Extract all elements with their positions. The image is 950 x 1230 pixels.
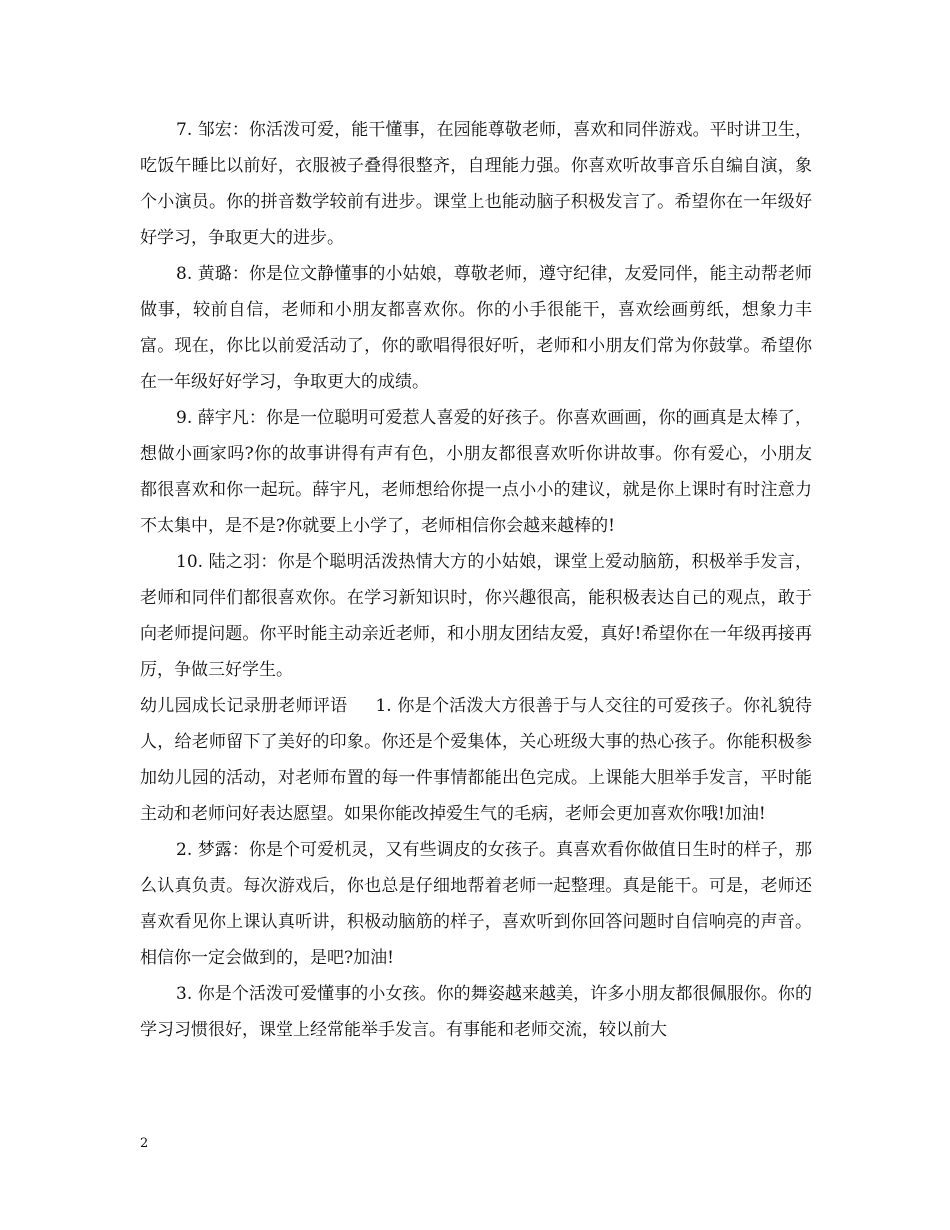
- section-comment-1: 1. 你是个活泼大方很善于与人交往的可爱孩子。你礼貌待人，给老师留下了美好的印象。你还是个爱集体，关心班级大事的热心孩子。你能积极参加幼儿园的活动，对老师布置的每一件事情都能出色完成。上课能大胆举手发言，平时能主动和老师问好表达愿望。如果你能改掉爱生气的毛病，老师会更加喜欢你哦!加油!: [140, 696, 813, 824]
- section-comment-3: 3. 你是个活泼可爱懂事的小女孩。你的舞姿越来越美，许多小朋友都很佩服你。你的学习习惯很好，课堂上经常能举手发言。有事能和老师交流，较以前大: [140, 984, 812, 1040]
- section-opening-paragraph: [140, 688, 812, 832]
- section-comment-2: 2. 梦露：你是个可爱机灵，又有些调皮的女孩子。真喜欢看你做值日生时的样子，那么认真负责。每次游戏后，你也总是仔细地帮着老师一起整理。真是能干。可是，老师还喜欢看见你上课认真听讲，积极动脑筋的样子，喜欢听到你回答问题时自信响亮的声音。相信你一定会做到的，是吧?加油!: [140, 840, 812, 968]
- page-body: [140, 112, 812, 1048]
- comment-paragraph-7: 7. 邹宏：你活泼可爱，能干懂事，在园能尊敬老师，喜欢和同伴游戏。平时讲卫生，吃饭午睡比以前好，衣服被子叠得很整齐，自理能力强。你喜欢听故事音乐自编自演，象个小演员。你的拼音数学较前有进步。课堂上也能动脑子积极发言了。希望你在一年级好好学习，争取更大的进步。: [140, 120, 812, 248]
- comment-paragraph-10: 10. 陆之羽：你是个聪明活泼热情大方的小姑娘，课堂上爱动脑筋，积极举手发言，老师和同伴们都很喜欢你。在学习新知识时，你兴趣很高，能积极表达自己的观点，敢于向老师提问题。你平时能主动亲近老师，和小朋友团结友爱，真好!希望你在一年级再接再厉，争做三好学生。: [140, 552, 812, 680]
- section-heading: 幼儿园成长记录册老师评语: [140, 696, 348, 716]
- comment-paragraph-8: 8. 黄璐：你是位文静懂事的小姑娘，尊敬老师，遵守纪律，友爱同伴，能主动帮老师做事，较前自信，老师和小朋友都喜欢你。你的小手很能干，喜欢绘画剪纸，想象力丰富。现在，你比以前爱活动了，你的歌唱得很好听，老师和小朋友们常为你鼓掌。希望你在一年级好好学习，争取更大的成绩。: [140, 264, 812, 392]
- comment-paragraph-9: 9. 薛宇凡：你是一位聪明可爱惹人喜爱的好孩子。你喜欢画画，你的画真是太棒了，想做小画家吗?你的故事讲得有声有色，小朋友都很喜欢听你讲故事。你有爱心，小朋友都很喜欢和你一起玩。薛宇凡，老师想给你提一点小小的建议，就是你上课时有时注意力不太集中，是不是?你就要上小学了，老师相信你会越来越棒的!: [140, 408, 812, 536]
- page-number: 2: [140, 1136, 149, 1151]
